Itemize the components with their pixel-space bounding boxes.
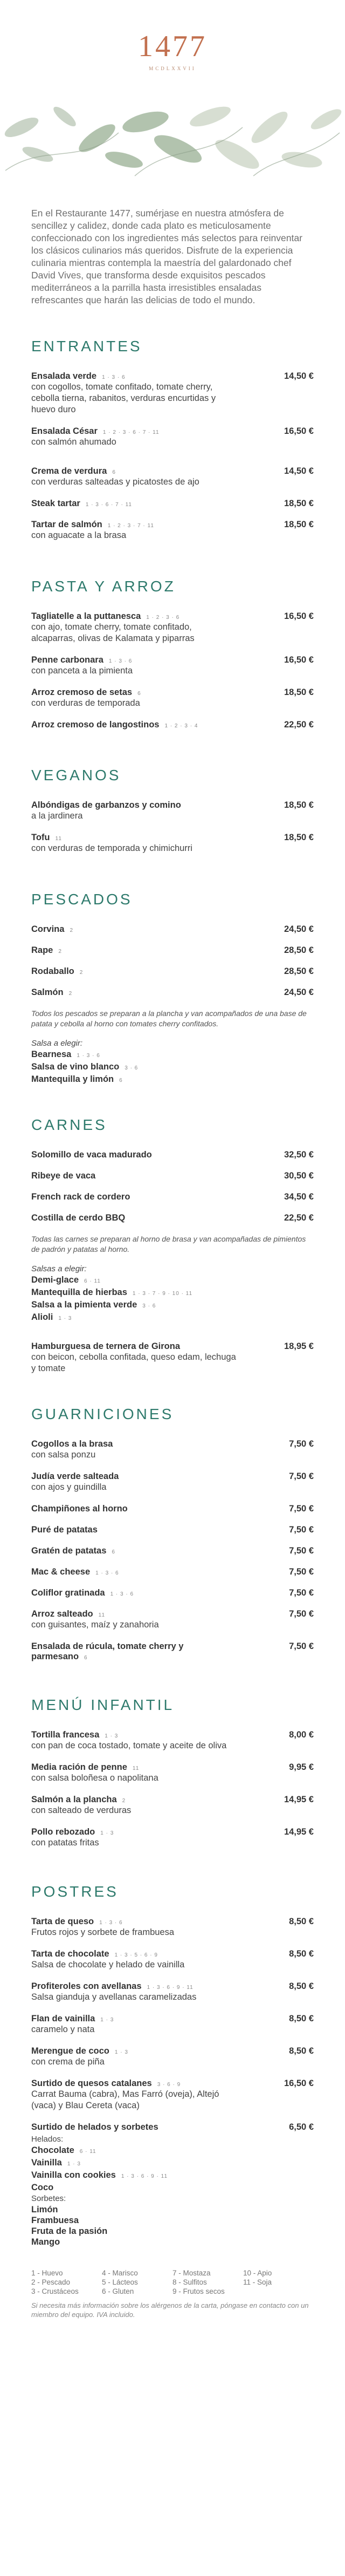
sauce-name: Mantequilla y limón [31,1074,114,1084]
item-allergens: 2 [58,949,62,955]
menu-item [31,520,314,541]
sauce-item [31,1312,314,1324]
section-postres [31,1883,314,2247]
menu-item [31,924,314,935]
helado-allergens: 6 · 11 [79,2149,96,2155]
legend-item: 2 - Pescado [31,2278,71,2286]
item-name: Tortilla francesa [31,1730,100,1740]
section-title: ENTRANTES [31,338,142,355]
item-price: 14,95 € [284,1795,314,1804]
item-name: Flan de vainilla [31,2014,95,2023]
item-price: 30,50 € [284,1171,314,1181]
item-allergens: 1 · 3 · 6 [110,1591,134,1597]
menu-item [31,1609,314,1631]
foliage-illustration [0,95,345,187]
item-price: 16,50 € [284,655,314,665]
item-name: Costilla de cerdo BBQ [31,1213,126,1223]
item-name: Ribeye de vaca [31,1171,96,1181]
legend-item: 9 - Frutos secos [172,2287,225,2295]
helado-item [31,2170,314,2182]
item-desc: con cogollos, tomate confitado, tomate cherry, cebolla tierna, rabanitos, verduras encurtidas y huevo duro [31,382,216,414]
item-name: Crema de verdura [31,466,107,476]
sorbete-item: Fruta de la pasión [31,2226,108,2236]
menu-item [31,1471,314,1493]
menu-item [31,2014,314,2035]
item-allergens: 6 [112,469,116,475]
section-title: PASTA Y ARROZ [31,578,176,595]
item-allergens: 1 · 2 · 3 · 6 [146,615,180,621]
legend-item: 6 - Gluten [102,2287,134,2295]
item-price: 16,50 € [284,611,314,621]
item-price: 18,50 € [284,833,314,842]
section-pescados [31,891,314,1086]
menu-item [31,833,314,854]
item-price: 28,50 € [284,966,314,976]
item-allergens: 1 · 3 · 6 · 7 · 11 [85,502,132,508]
item-desc: con guisantes, maíz y zanahoria [31,1620,159,1630]
item-allergens: 1 · 3 · 5 · 6 · 9 [114,1952,158,1958]
item-price: 8,50 € [289,1917,314,1926]
logo-number: 1477 [138,30,207,63]
item-name: Judía verde salteada [31,1471,119,1481]
legend-item: 1 - Huevo [31,2269,63,2277]
menu-item [31,371,314,415]
section-title: GUARNICIONES [31,1406,174,1422]
item-name: Rodaballo [31,966,74,976]
sorbete-item: Mango [31,2237,60,2247]
item-price: 6,50 € [289,2122,314,2132]
helados-title: Helados: [31,2135,64,2144]
item-allergens: 2 [68,991,73,997]
item-price: 18,50 € [284,520,314,529]
item-desc: con beicon, cebolla confitada, queso edam, lechuga y tomate [31,1352,236,1373]
item-name: Profiteroles con avellanas [31,1981,142,1991]
item-allergens: 1 · 3 [114,2049,128,2055]
item-allergens: 11 [132,1766,140,1771]
item-name: Rape [31,945,53,955]
menu-item [31,1795,314,1816]
item-name: Arroz cremoso de langostinos [31,720,160,730]
menu-item [31,1171,314,1181]
sauce-name: Bearnesa [31,1050,72,1059]
helado-allergens: 1 · 3 [67,2161,81,2167]
item-price: 9,95 € [289,1762,314,1772]
item-allergens: 3 · 6 · 9 [157,2082,181,2088]
item-allergens: 2 [79,970,84,976]
item-desc: con panceta a la pimienta [31,666,133,676]
menu-item [31,1588,314,1598]
item-desc: Salsa gianduja y avellanas caramelizadas [31,1992,197,2002]
helado-name: Chocolate [31,2145,74,2155]
sorbete-item: Frambuesa [31,2216,79,2225]
item-name: Arroz cremoso de setas [31,687,133,697]
menu-item [31,1439,314,1461]
menu-item [31,2078,314,2111]
menu-item [31,1341,314,1374]
sauce-item [31,1049,314,1061]
item-price: 18,95 € [284,1341,314,1351]
item-name: Solomillo de vaca madurado [31,1150,152,1160]
item-allergens: 6 [137,691,141,697]
section-entrantes [31,338,314,541]
item-price: 7,50 € [289,1471,314,1481]
item-price: 34,50 € [284,1192,314,1202]
item-allergens: 1 · 3 · 6 [108,658,133,664]
menu-item [31,655,314,677]
item-desc: con patatas fritas [31,1838,99,1848]
item-desc: a la jardinera [31,811,83,821]
menu-item [31,720,314,730]
section-guarniciones [31,1406,314,1662]
legend-item: 10 - Apio [243,2269,272,2277]
item-allergens: 11 [55,836,62,842]
sauce-item [31,1275,314,1287]
helado-allergens: 1 · 3 · 6 · 9 · 11 [121,2173,168,2179]
menu-item [31,499,314,509]
item-name: Puré de patatas [31,1525,98,1535]
sauce-name: Demi-glace [31,1275,79,1285]
item-name: Cogollos a la brasa [31,1439,113,1449]
leaves-icon [0,95,345,187]
item-name: Salmón [31,987,64,997]
item-price: 24,50 € [284,924,314,934]
item-price: 7,50 € [289,1439,314,1449]
legend-item: 8 - Sulfitos [172,2278,207,2286]
helado-name: Vainilla [31,2158,62,2168]
item-desc: con pan de coca tostado, tomate y aceite de oliva [31,1741,227,1750]
item-name: Surtido de quesos catalanes [31,2078,152,2088]
legend-item: 5 - Lácteos [102,2278,138,2286]
item-name: Champiñones al horno [31,1504,128,1514]
item-price: 8,00 € [289,1730,314,1740]
sauce-name: Salsa de vino blanco [31,1062,120,1072]
item-name: Penne carbonara [31,655,104,665]
item-price: 16,50 € [284,2078,314,2088]
item-allergens: 1 · 3 · 6 [99,1920,123,1926]
item-name: Salmón a la plancha [31,1795,117,1804]
menu-item [31,1730,314,1752]
item-price: 18,50 € [284,800,314,810]
item-price: 18,50 € [284,687,314,697]
legend-item: 7 - Mostaza [172,2269,211,2277]
item-allergens: 1 · 3 [105,1733,119,1739]
sauce-name: Salsa a la pimienta verde [31,1300,137,1310]
menu-item [31,1762,314,1784]
section-infantil [31,1696,314,1849]
item-desc: con aguacate a la brasa [31,530,127,540]
item-price: 14,95 € [284,1827,314,1837]
item-allergens: 2 [70,928,73,933]
item-price: 8,50 € [289,2014,314,2023]
sauce-allergens: 1 · 3 · 6 [77,1053,100,1059]
item-allergens: 11 [98,1612,106,1618]
item-name: Tofu [31,833,50,842]
item-allergens: 1 · 2 · 3 · 4 [164,723,198,729]
sauce-item [31,1299,314,1312]
menu-item [31,1525,314,1535]
section-title: PESCADOS [31,891,133,908]
item-price: 16,50 € [284,426,314,436]
helado-item [31,2182,314,2193]
sauce-allergens: 1 · 3 · 7 · 9 · 10 · 11 [132,1291,193,1297]
legend-item [243,2287,314,2295]
item-price: 22,50 € [284,720,314,730]
menu-item [31,1827,314,1849]
item-price: 7,50 € [289,1567,314,1577]
menu-item [31,945,314,956]
item-desc: Salsa de chocolate y helado de vainilla [31,1960,185,1970]
section-title: CARNES [31,1116,107,1133]
item-price: 7,50 € [289,1588,314,1598]
menu-item [31,1917,314,1938]
sorbete-item: Limón [31,2205,58,2214]
item-name: Arroz salteado [31,1609,93,1619]
item-allergens: 1 · 3 [100,2017,114,2023]
menu-item [31,987,314,998]
intro-text: En el Restaurante 1477, sumérjase en nuestra atmósfera de sencillez y calidez, donde cada plato es meticulosamente confeccionado con los ingredientes más selectos para reinventar los clásicos culinarios más queridos. Disfrute de la experiencia culinaria mientras contempla la maestría del galardonado chef David Vives, que transforma desde exquisitos pescados mediterráneos a la parrilla hasta irresistibles ensaladas refrescantes que harán las delicias de todo el mundo. [31,208,302,305]
item-name: Tagliatelle a la puttanesca [31,611,141,621]
item-price: 8,50 € [289,2046,314,2056]
item-desc: Carrat Bauma (cabra), Mas Farró (oveja), Altejó (vaca) y Blau Cereta (vaca) [31,2089,219,2110]
legend-item: 4 - Marisco [102,2269,138,2277]
sauce-allergens: 3 · 6 [125,1065,139,1071]
helado-name: Vainilla con cookies [31,2170,116,2180]
helado-name: Coco [31,2183,54,2192]
item-name: Surtido de helados y sorbetes [31,2122,158,2132]
carnes-note: Todas las carnes se preparan al horno de brasa y van acompañadas de pimientos de padrón y patatas al horno. [31,1235,306,1253]
item-price: 24,50 € [284,987,314,997]
section-title: VEGANOS [31,767,121,783]
item-name: Hamburguesa de ternera de Girona [31,1341,180,1351]
item-desc: con verduras de temporada [31,698,140,708]
item-name: Ensalada de rúcula, tomate cherry y parmesano [31,1641,184,1661]
item-name: Mac & cheese [31,1567,91,1577]
item-name: Media ración de penne [31,1762,127,1772]
pescados-note: Todos los pescados se preparan a la plancha y van acompañados de una base de patata y cebolla al horno con tomates cherry confitados. [31,1009,307,1028]
item-allergens: 1 · 3 · 6 [95,1570,119,1576]
item-price: 8,50 € [289,1949,314,1959]
sauce-allergens: 3 · 6 [142,1303,156,1309]
menu-item [31,426,314,448]
item-name: French rack de cordero [31,1192,130,1202]
item-allergens: 1 · 3 · 6 [102,374,126,380]
menu-item [31,2122,314,2132]
item-price: 14,50 € [284,371,314,381]
menu-item [31,1504,314,1514]
menu-item [31,1949,314,1971]
sauce-item [31,1287,314,1299]
item-price: 14,50 € [284,466,314,476]
item-allergens: 1 · 3 · 6 · 9 · 11 [147,1985,194,1991]
logo [0,0,345,71]
menu-item [31,1546,314,1556]
item-price: 22,50 € [284,1213,314,1223]
item-price: 7,50 € [289,1546,314,1556]
item-desc: con salteado de verduras [31,1805,132,1815]
item-price: 7,50 € [289,1504,314,1514]
item-name: Coliflor gratinada [31,1588,105,1598]
menu-item [31,2046,314,2068]
sorbetes-title: Sorbetes: [31,2194,66,2203]
sauce-allergens: 1 · 3 [58,1316,72,1321]
menu-item [31,687,314,709]
menu-item [31,966,314,977]
section-carnes [31,1116,314,1374]
item-name: Albóndigas de garbanzos y comino [31,800,181,810]
item-desc: con verduras de temporada y chimichurri [31,843,192,853]
item-desc: con verduras salteadas y picatostes de ajo [31,477,199,487]
item-desc: con salsa ponzu [31,1450,96,1460]
item-desc: con salsa boloñesa o napolitana [31,1773,158,1783]
item-price: 32,50 € [284,1150,314,1160]
allergen-legend [31,2269,314,2295]
item-price: 8,50 € [289,1981,314,1991]
sauce-item [31,1074,314,1086]
item-name: Steak tartar [31,499,80,508]
item-name: Pollo rebozado [31,1827,95,1837]
menu-item [31,1192,314,1202]
helado-item [31,2157,314,2170]
menu-item [31,1213,314,1223]
item-desc: caramelo y nata [31,2025,95,2034]
helado-item [31,2145,314,2157]
item-allergens: 6 [84,1655,88,1661]
item-desc: Frutos rojos y sorbete de frambuesa [31,1927,175,1937]
sauce-name: Mantequilla de hierbas [31,1287,127,1297]
item-name: Gratén de patatas [31,1546,107,1556]
menu-item [31,466,314,488]
item-desc: con salmón ahumado [31,437,116,447]
legend-item: 11 - Soja [243,2278,272,2286]
item-price: 7,50 € [289,1525,314,1535]
menu-item [31,1150,314,1160]
item-allergens: 1 · 3 [100,1830,114,1836]
sauce-allergens: 6 [119,1078,123,1083]
item-name: Merengue de coco [31,2046,109,2056]
section-veganos [31,767,314,854]
sauces-title: Salsa a elegir: [31,1039,83,1048]
item-allergens: 1 · 2 · 3 · 7 · 11 [107,523,154,529]
item-name: Corvina [31,924,65,934]
menu-item [31,1981,314,2003]
menu-item [31,800,314,822]
sauces-title: Salsas a elegir: [31,1264,87,1273]
sauce-name: Alioli [31,1312,53,1322]
item-desc: con crema de piña [31,2057,105,2067]
menu-item [31,1567,314,1577]
item-price: 7,50 € [289,1641,314,1651]
item-name: Ensalada verde [31,371,97,381]
item-desc: con ajos y guindilla [31,1482,107,1492]
item-allergens: 2 [122,1798,126,1804]
menu-item [31,611,314,644]
item-name: Tartar de salmón [31,520,102,529]
item-price: 18,50 € [284,499,314,508]
section-pasta [31,578,314,730]
item-name: Tarta de chocolate [31,1949,109,1959]
menu-item [31,1641,314,1662]
legend-item: 3 - Crustáceos [31,2287,79,2295]
sauce-allergens: 6 · 11 [84,1278,101,1284]
item-allergens: 6 [112,1549,115,1555]
item-desc: con ajo, tomate cherry, tomate confitado, alcaparras, olivas de Kalamata y piparras [31,622,195,643]
legend-note: Si necesita más información sobre los alérgenos de la carta, póngase en contacto con un miembro del equipo. IVA incluido. [31,2301,309,2319]
section-title: MENÚ INFANTIL [31,1696,175,1713]
item-price: 28,50 € [284,945,314,955]
logo-subtitle: MCDLXXVII [149,66,196,71]
item-name: Ensalada César [31,426,98,436]
sauce-item [31,1061,314,1074]
section-title: POSTRES [31,1883,119,1900]
item-price: 7,50 € [289,1609,314,1619]
item-name: Tarta de queso [31,1917,94,1926]
item-allergens: 1 · 2 · 3 · 6 · 7 · 11 [102,430,160,435]
